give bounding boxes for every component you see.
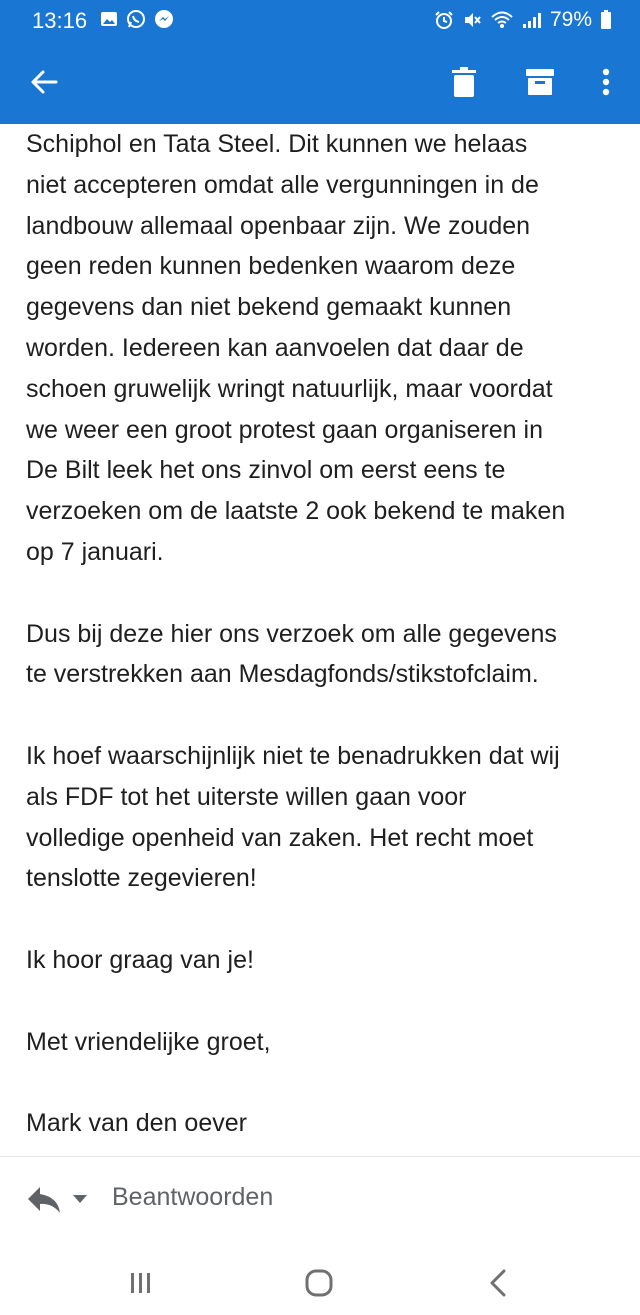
messenger-icon [154,9,174,29]
status-bar [0,0,640,40]
recent-apps-icon [128,1271,152,1295]
email-paragraph: Ik hoor graag van je! [26,945,254,974]
status-time: 13:16 [32,8,88,33]
archive-button[interactable] [516,58,564,106]
navigation-bar [0,1243,640,1315]
mute-icon [462,10,482,30]
more-vert-icon [602,68,610,96]
nav-back-button[interactable] [478,1263,518,1303]
toolbar [0,40,640,124]
app-bar [0,0,640,124]
reply-icon[interactable] [26,1185,62,1215]
email-body [26,124,626,1144]
more-options-button[interactable] [582,58,630,106]
whatsapp-icon [126,9,146,29]
back-button[interactable] [20,58,68,106]
email-paragraph: Ik hoef waarschijnlijk niet te benadrukken dat wij als FDF tot het uiterste willen gaan voor volledige openheid van zaken. Het recht moet tenslotte zegevieren! [26,741,560,893]
signal-icon [522,11,542,29]
reply-button-label[interactable]: Beantwoorden [112,1183,274,1211]
wifi-icon [490,10,514,30]
recent-apps-button[interactable] [120,1263,160,1303]
home-button[interactable] [299,1263,339,1303]
system-icons [434,8,612,32]
back-icon [488,1269,508,1297]
email-paragraph: Schiphol en Tata Steel. Dit kunnen we helaas niet accepteren omdat alle vergunningen in de landbouw allemaal openbaar zijn. We zouden geen reden kunnen bedenken waarom deze gegevens dan niet bekend gemaakt kunnen worden. Iedereen kan aanvoelen dat daar de schoen gruwelijk wringt natuurlijk, maar voordat we weer een groot protest gaan organiseren in De Bilt leek het ons zinvol om eerst eens te verzoeken om de laatste 2 ook bekend te maken op 7 januari. [26,130,566,566]
chevron-down-icon[interactable] [72,1193,88,1205]
battery-icon [600,10,612,30]
notification-icons [100,9,174,29]
reply-bar[interactable] [0,1157,640,1243]
email-closing: Met vriendelijke groet, [26,1027,271,1056]
alarm-icon [434,10,454,30]
battery-percent: 79% [549,8,592,31]
delete-icon [452,67,476,97]
home-icon [305,1269,333,1297]
email-paragraph: Dus bij deze hier ons verzoek om alle gegevens te verstrekken aan Mesdagfonds/stikstofclaim. [26,619,557,689]
delete-button[interactable] [440,58,488,106]
email-signature: Mark van den oever [26,1109,247,1138]
archive-icon [526,68,554,96]
back-arrow-icon [30,68,58,96]
gallery-icon [100,10,118,28]
